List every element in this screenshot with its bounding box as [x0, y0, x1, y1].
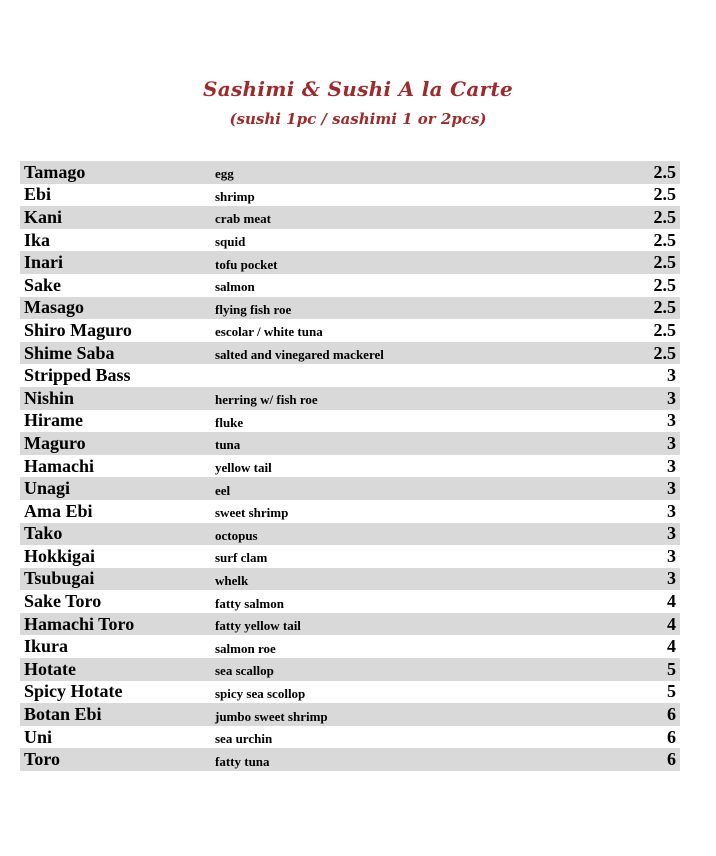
menu-row	[20, 229, 680, 252]
menu-row	[20, 161, 680, 184]
item-price: 2.5	[653, 342, 676, 363]
item-name: Unagi	[24, 478, 71, 499]
item-name: Hirame	[24, 410, 83, 431]
item-price: 3	[667, 365, 676, 386]
item-description: eel	[215, 482, 231, 498]
item-name: Hamachi Toro	[24, 613, 135, 634]
menu-row	[20, 206, 680, 229]
menu-row	[20, 545, 680, 568]
menu-row	[20, 364, 680, 387]
menu-subtitle: (sushi 1pc / sashimi 1 or 2pcs)	[229, 110, 487, 128]
item-description: sweet shrimp	[215, 505, 289, 521]
menu-row	[20, 274, 680, 297]
item-price: 3	[667, 568, 676, 589]
item-description: tofu pocket	[215, 256, 278, 272]
item-price: 5	[667, 658, 676, 679]
menu-row	[20, 703, 680, 726]
item-description: whelk	[215, 572, 249, 588]
item-price: 2.5	[653, 274, 676, 295]
menu-row	[20, 590, 680, 613]
item-name: Stripped Bass	[24, 365, 131, 386]
menu-row	[20, 500, 680, 523]
item-description: jumbo sweet shrimp	[215, 708, 328, 724]
item-name: Ika	[24, 229, 51, 250]
item-name: Tsubugai	[24, 568, 95, 589]
item-name: Inari	[24, 252, 64, 273]
item-description: fluke	[215, 414, 244, 430]
item-price: 3	[667, 500, 676, 521]
menu-list	[20, 161, 680, 771]
item-description: surf clam	[215, 550, 268, 566]
item-description: yellow tail	[215, 460, 272, 476]
item-name: Uni	[24, 726, 53, 747]
item-description: sea urchin	[215, 731, 273, 747]
menu-row	[20, 613, 680, 636]
item-description: crab meat	[215, 211, 271, 227]
menu-row	[20, 184, 680, 207]
item-description: fatty tuna	[215, 753, 270, 769]
item-name: Ama Ebi	[24, 500, 93, 521]
item-price: 3	[667, 545, 676, 566]
item-price: 6	[667, 704, 676, 725]
menu-row	[20, 635, 680, 658]
menu-row	[20, 432, 680, 455]
item-description: herring w/ fish roe	[215, 392, 318, 408]
item-price: 6	[667, 749, 676, 770]
item-price: 3	[667, 432, 676, 453]
item-price: 3	[667, 387, 676, 408]
item-name: Ebi	[24, 184, 52, 205]
item-name: Hamachi	[24, 455, 94, 476]
item-name: Shime Saba	[24, 342, 115, 363]
item-price: 3	[667, 478, 676, 499]
item-price: 2.5	[653, 252, 676, 273]
item-name: Sake	[24, 274, 62, 295]
item-description: octopus	[215, 527, 258, 543]
item-price: 4	[667, 613, 676, 634]
item-price: 2.5	[653, 229, 676, 250]
item-description: tuna	[215, 437, 241, 453]
menu-row	[20, 658, 680, 681]
menu-row	[20, 319, 680, 342]
item-description: fatty salmon	[215, 595, 284, 611]
item-name: Tako	[24, 523, 63, 544]
menu-row	[20, 568, 680, 591]
item-price: 2.5	[653, 161, 676, 182]
item-name: Maguro	[24, 432, 86, 453]
menu-row	[20, 681, 680, 704]
item-price: 6	[667, 726, 676, 747]
item-name: Ikura	[24, 636, 69, 657]
item-price: 4	[667, 636, 676, 657]
item-price: 2.5	[653, 184, 676, 205]
item-description: salmon roe	[215, 640, 276, 656]
item-name: Kani	[24, 206, 63, 227]
menu-row	[20, 410, 680, 433]
item-price: 2.5	[653, 319, 676, 340]
item-name: Spicy Hotate	[24, 681, 123, 702]
item-price: 3	[667, 410, 676, 431]
item-description: egg	[215, 166, 234, 182]
item-description: salmon	[215, 279, 255, 295]
menu-row	[20, 387, 680, 410]
item-name: Hokkigai	[24, 545, 96, 566]
item-description: fatty yellow tail	[215, 618, 301, 634]
item-description: flying fish roe	[215, 301, 292, 317]
menu-row	[20, 297, 680, 320]
item-description: shrimp	[215, 188, 255, 204]
item-name: Toro	[24, 749, 61, 770]
item-description: squid	[215, 234, 246, 250]
item-name: Sake Toro	[24, 591, 102, 612]
item-name: Hotate	[24, 658, 76, 679]
item-price: 2.5	[653, 206, 676, 227]
item-price: 5	[667, 681, 676, 702]
menu-row	[20, 455, 680, 478]
menu-header	[0, 74, 716, 132]
item-description: salted and vinegared mackerel	[215, 347, 384, 363]
item-name: Masago	[24, 297, 84, 318]
item-description: spicy sea scollop	[215, 685, 306, 701]
menu-row	[20, 523, 680, 546]
menu-row	[20, 748, 680, 771]
menu-row	[20, 726, 680, 749]
item-description: sea scallop	[215, 663, 274, 679]
item-name: Shiro Maguro	[24, 319, 132, 340]
item-name: Botan Ebi	[24, 704, 102, 725]
item-price: 4	[667, 591, 676, 612]
item-description: escolar / white tuna	[215, 324, 323, 340]
menu-row	[20, 477, 680, 500]
item-name: Tamago	[24, 161, 86, 182]
item-price: 2.5	[653, 297, 676, 318]
item-price: 3	[667, 455, 676, 476]
menu-row	[20, 251, 680, 274]
menu-title: Sashimi & Sushi A la Carte	[202, 77, 514, 101]
menu-row	[20, 342, 680, 365]
item-price: 3	[667, 523, 676, 544]
item-name: Nishin	[24, 387, 75, 408]
